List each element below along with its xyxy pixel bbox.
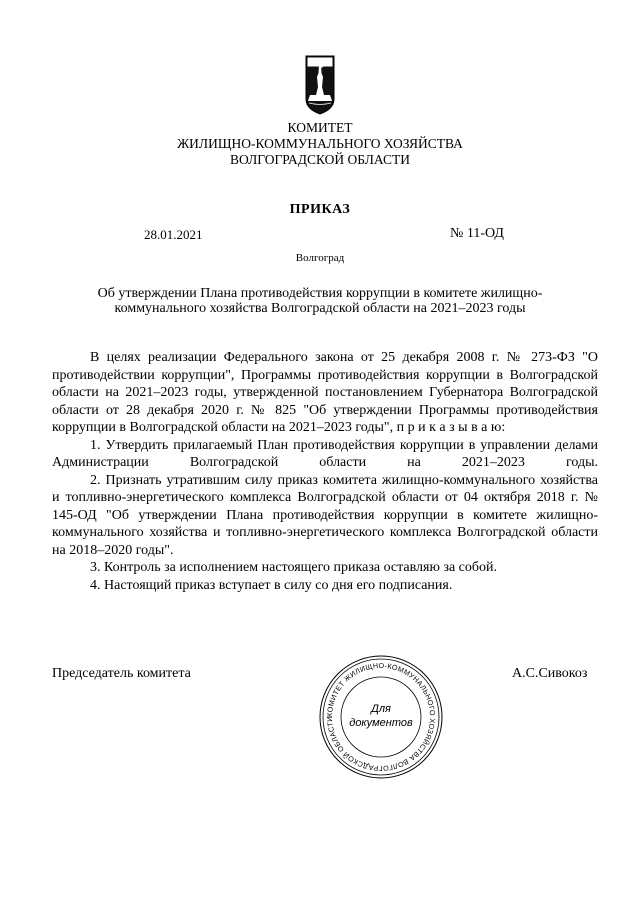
document-date: 28.01.2021 [144, 227, 203, 242]
signer-title: Председатель комитета [52, 666, 191, 681]
coat-of-arms-emblem [305, 55, 335, 115]
document-city: Волгоград [295, 252, 345, 264]
committee-name-line: ЖИЛИЩНО-КОММУНАЛЬНОГО ХОЗЯЙСТВА [177, 136, 463, 151]
official-stamp [316, 652, 446, 782]
order-item-1: 1. Утвердить прилагаемый План противодействия коррупции в управлении делами Администрации Волгоградской области на 2021–2023 годы. [52, 437, 598, 470]
signer-name: А.С.Сивокоз [512, 666, 588, 681]
subject-line: Об утверждении Плана противодействия коррупции в комитете жилищно- [97, 286, 543, 301]
committee-label: КОМИТЕТ [287, 120, 353, 135]
document-title: ПРИКАЗ [289, 202, 351, 217]
subject-line: коммунального хозяйства Волгоградской области на 2021–2023 годы [114, 301, 526, 316]
document-body [52, 349, 598, 594]
order-item-4: 4. Настоящий приказ вступает в силу со дня его подписания. [90, 577, 453, 593]
document-subject [70, 286, 570, 316]
order-item-3: 3. Контроль за исполнением настоящего приказа оставляю за собой. [90, 560, 498, 575]
preamble-paragraph: В целях реализации Федерального закона от 25 декабря 2008 г. № 273-ФЗ "О противодействии коррупции", Программы противодействия коррупции в Волгоградской области на 2021–2023 годы, утвержденной постановлением Губернатора Волгоградской области от 28 декабря 2020 г. № 825 "Об утверждении Программы противодействия коррупции в Волгоградской области на 2021–2023 годы", п р и к а з ы в а ю: [52, 350, 598, 435]
stamp-ring-text: КОМИТЕТ ЖИЛИЩНО-КОММУНАЛЬНОГО ХОЗЯЙСТВА ВОЛГОГРАДСКОЙ ОБЛАСТИ [324, 660, 438, 774]
order-item-2: 2. Признать утратившим силу приказ комитета жилищно-коммунального хозяйства и топливно-энергетического комплекса Волгоградской области от 04 октября 2018 г. № 145-ОД "Об утверждении Плана противодействия коррупции в комитете жилищно-коммунального хозяйства и топливно-энергетического комплекса Волгоградской области на 2018–2020 годы". [52, 472, 598, 558]
stamp-center-text: документов [349, 717, 413, 729]
stamp-center-text: Для [371, 703, 391, 715]
region-name-line: ВОЛГОГРАДСКОЙ ОБЛАСТИ [230, 152, 410, 167]
document-number: № 11-ОД [450, 226, 504, 241]
